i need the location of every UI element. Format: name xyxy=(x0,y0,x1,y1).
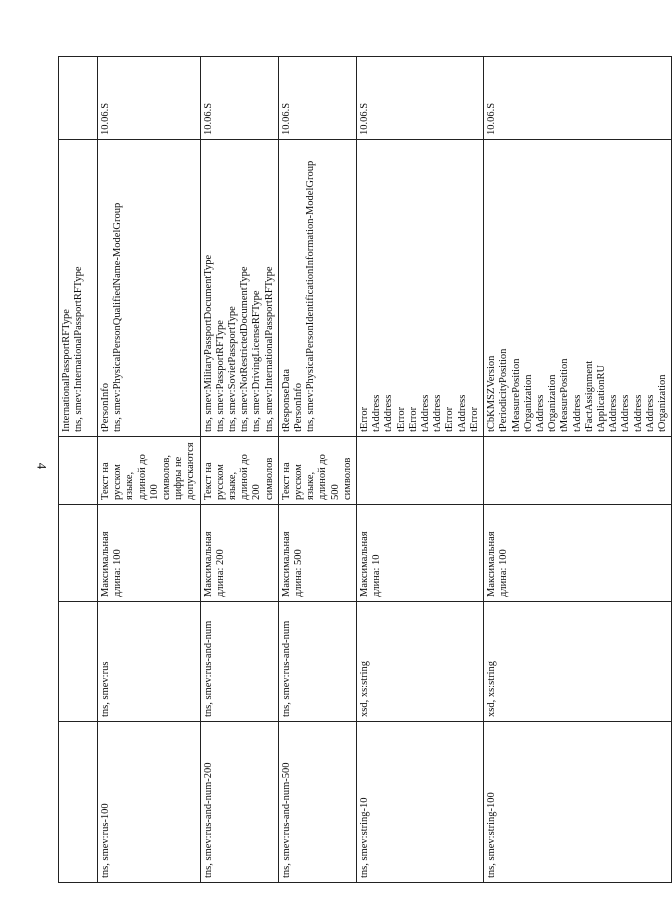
cell-type: tns, smev:string-100 xyxy=(484,722,672,883)
used-in-item: tns, smev:DrivingLicenseRFType xyxy=(251,290,263,432)
used-in-item: tCbKMSZVersion xyxy=(486,355,498,432)
cell-base: tns, smev:rus-and-num xyxy=(278,602,356,722)
used-in-item: tResponseData xyxy=(280,369,292,432)
cell-base: xsd, xs:string xyxy=(357,602,484,722)
cell-type: tns, smev:string-10 xyxy=(357,722,484,883)
cell-used-in xyxy=(59,140,98,437)
used-in-item: tns, smev:InternationalPassportRFType xyxy=(73,266,85,432)
cell-description xyxy=(357,437,484,505)
table-row xyxy=(200,57,278,883)
cell-description: Текст на русском языке, длиной до 100 символов, цифры не допускаются xyxy=(98,437,201,505)
used-in-item: tOrganization xyxy=(656,374,668,432)
used-in-item: tError xyxy=(395,406,407,432)
table-body xyxy=(59,57,672,883)
cell-restriction xyxy=(59,505,98,602)
cell-base xyxy=(59,602,98,722)
used-in-item: tError xyxy=(407,406,419,432)
cell-restriction: Максимальная длина: 200 xyxy=(200,505,278,602)
cell-base: tns, smev:rus xyxy=(98,602,201,722)
used-in-item: tns, smev:SovietPassportType xyxy=(227,306,239,432)
table-row xyxy=(98,57,201,883)
used-in-item: tns, smev:InternationalPassportRFType xyxy=(263,266,275,432)
used-in-item: tError xyxy=(444,406,456,432)
cell-type: tns, smev:rus-100 xyxy=(98,722,201,883)
used-in-item: tPersonInfo xyxy=(100,383,111,432)
cell-used-in xyxy=(357,140,484,437)
used-in-item: tAddress xyxy=(644,394,656,432)
cell-version: 10.06.S xyxy=(200,57,278,140)
used-in-item: tAddress xyxy=(632,394,644,432)
used-in-item: InternationalPassportRFType xyxy=(61,309,72,432)
used-in-item: tError xyxy=(359,406,371,432)
cell-base: tns, smev:rus-and-num xyxy=(200,602,278,722)
used-in-item: tAddress xyxy=(620,394,632,432)
used-in-item: tns, smev:PassportRFType xyxy=(214,320,226,432)
cell-version xyxy=(59,57,98,140)
cell-type xyxy=(59,722,98,883)
cell-version: 10.06.S xyxy=(98,57,201,140)
cell-restriction: Максимальная длина: 500 xyxy=(278,505,356,602)
used-in-item: tError xyxy=(468,406,480,432)
used-in-item: tns, smev:MilitaryPassportDocumentType xyxy=(202,254,214,432)
used-in-item: tMeasurePosition xyxy=(510,358,522,432)
cell-type: tns, smev:rus-and-num-500 xyxy=(278,722,356,883)
used-in-item: tOrganization xyxy=(522,374,534,432)
cell-restriction: Максимальная длина: 100 xyxy=(484,505,672,602)
table-row xyxy=(484,57,672,883)
used-in-item: tAddress xyxy=(383,394,395,432)
cell-restriction: Максимальная длина: 10 xyxy=(357,505,484,602)
cell-used-in xyxy=(278,140,356,437)
cell-used-in xyxy=(200,140,278,437)
cell-used-in xyxy=(484,140,672,437)
used-in-item: tAddress xyxy=(371,394,383,432)
table-row xyxy=(357,57,484,883)
cell-description: Текст на русском языке, длиной до 500 символов xyxy=(278,437,356,505)
used-in-item: tApplicationRU xyxy=(595,364,607,432)
cell-restriction: Максимальная длина: 100 xyxy=(98,505,201,602)
used-in-item: tAddress xyxy=(534,394,546,432)
rotated-table-container xyxy=(58,57,668,883)
table-row xyxy=(278,57,356,883)
table-row xyxy=(59,57,98,883)
used-in-item: tAddress xyxy=(432,394,444,432)
used-in-item: tAddress xyxy=(456,394,468,432)
cell-description xyxy=(59,437,98,505)
used-in-item: tAddress xyxy=(608,394,620,432)
used-in-item: tFactAssignment xyxy=(583,360,595,432)
cell-type: tns, smev:rus-and-num-200 xyxy=(200,722,278,883)
cell-version: 10.06.S xyxy=(484,57,672,140)
cell-used-in xyxy=(98,140,201,437)
cell-base: xsd, xs:string xyxy=(484,602,672,722)
used-in-item: tns, smev:NotRestrictedDocumentType xyxy=(239,266,251,432)
cell-description xyxy=(484,437,672,505)
used-in-item: tPeriodicityPosition xyxy=(498,348,510,432)
xsd-types-table xyxy=(58,56,672,883)
used-in-item: tAddress xyxy=(420,394,432,432)
used-in-item: tOrganization xyxy=(547,374,559,432)
used-in-item: tns, smev:PhysicalPersonIdentificationInformation-ModelGroup xyxy=(305,160,317,432)
cell-version: 10.06.S xyxy=(357,57,484,140)
cell-version: 10.06.S xyxy=(278,57,356,140)
used-in-item: tAddress xyxy=(571,394,583,432)
used-in-item: tMeasurePosition xyxy=(559,358,571,432)
used-in-item: tPersonInfo xyxy=(293,383,305,432)
cell-description: Текст на русском языке, длиной до 200 символов xyxy=(200,437,278,505)
used-in-item: tns, smev:PhysicalPersonQualifiedName-ModelGroup xyxy=(112,202,124,432)
page-number: 4 xyxy=(34,462,50,470)
